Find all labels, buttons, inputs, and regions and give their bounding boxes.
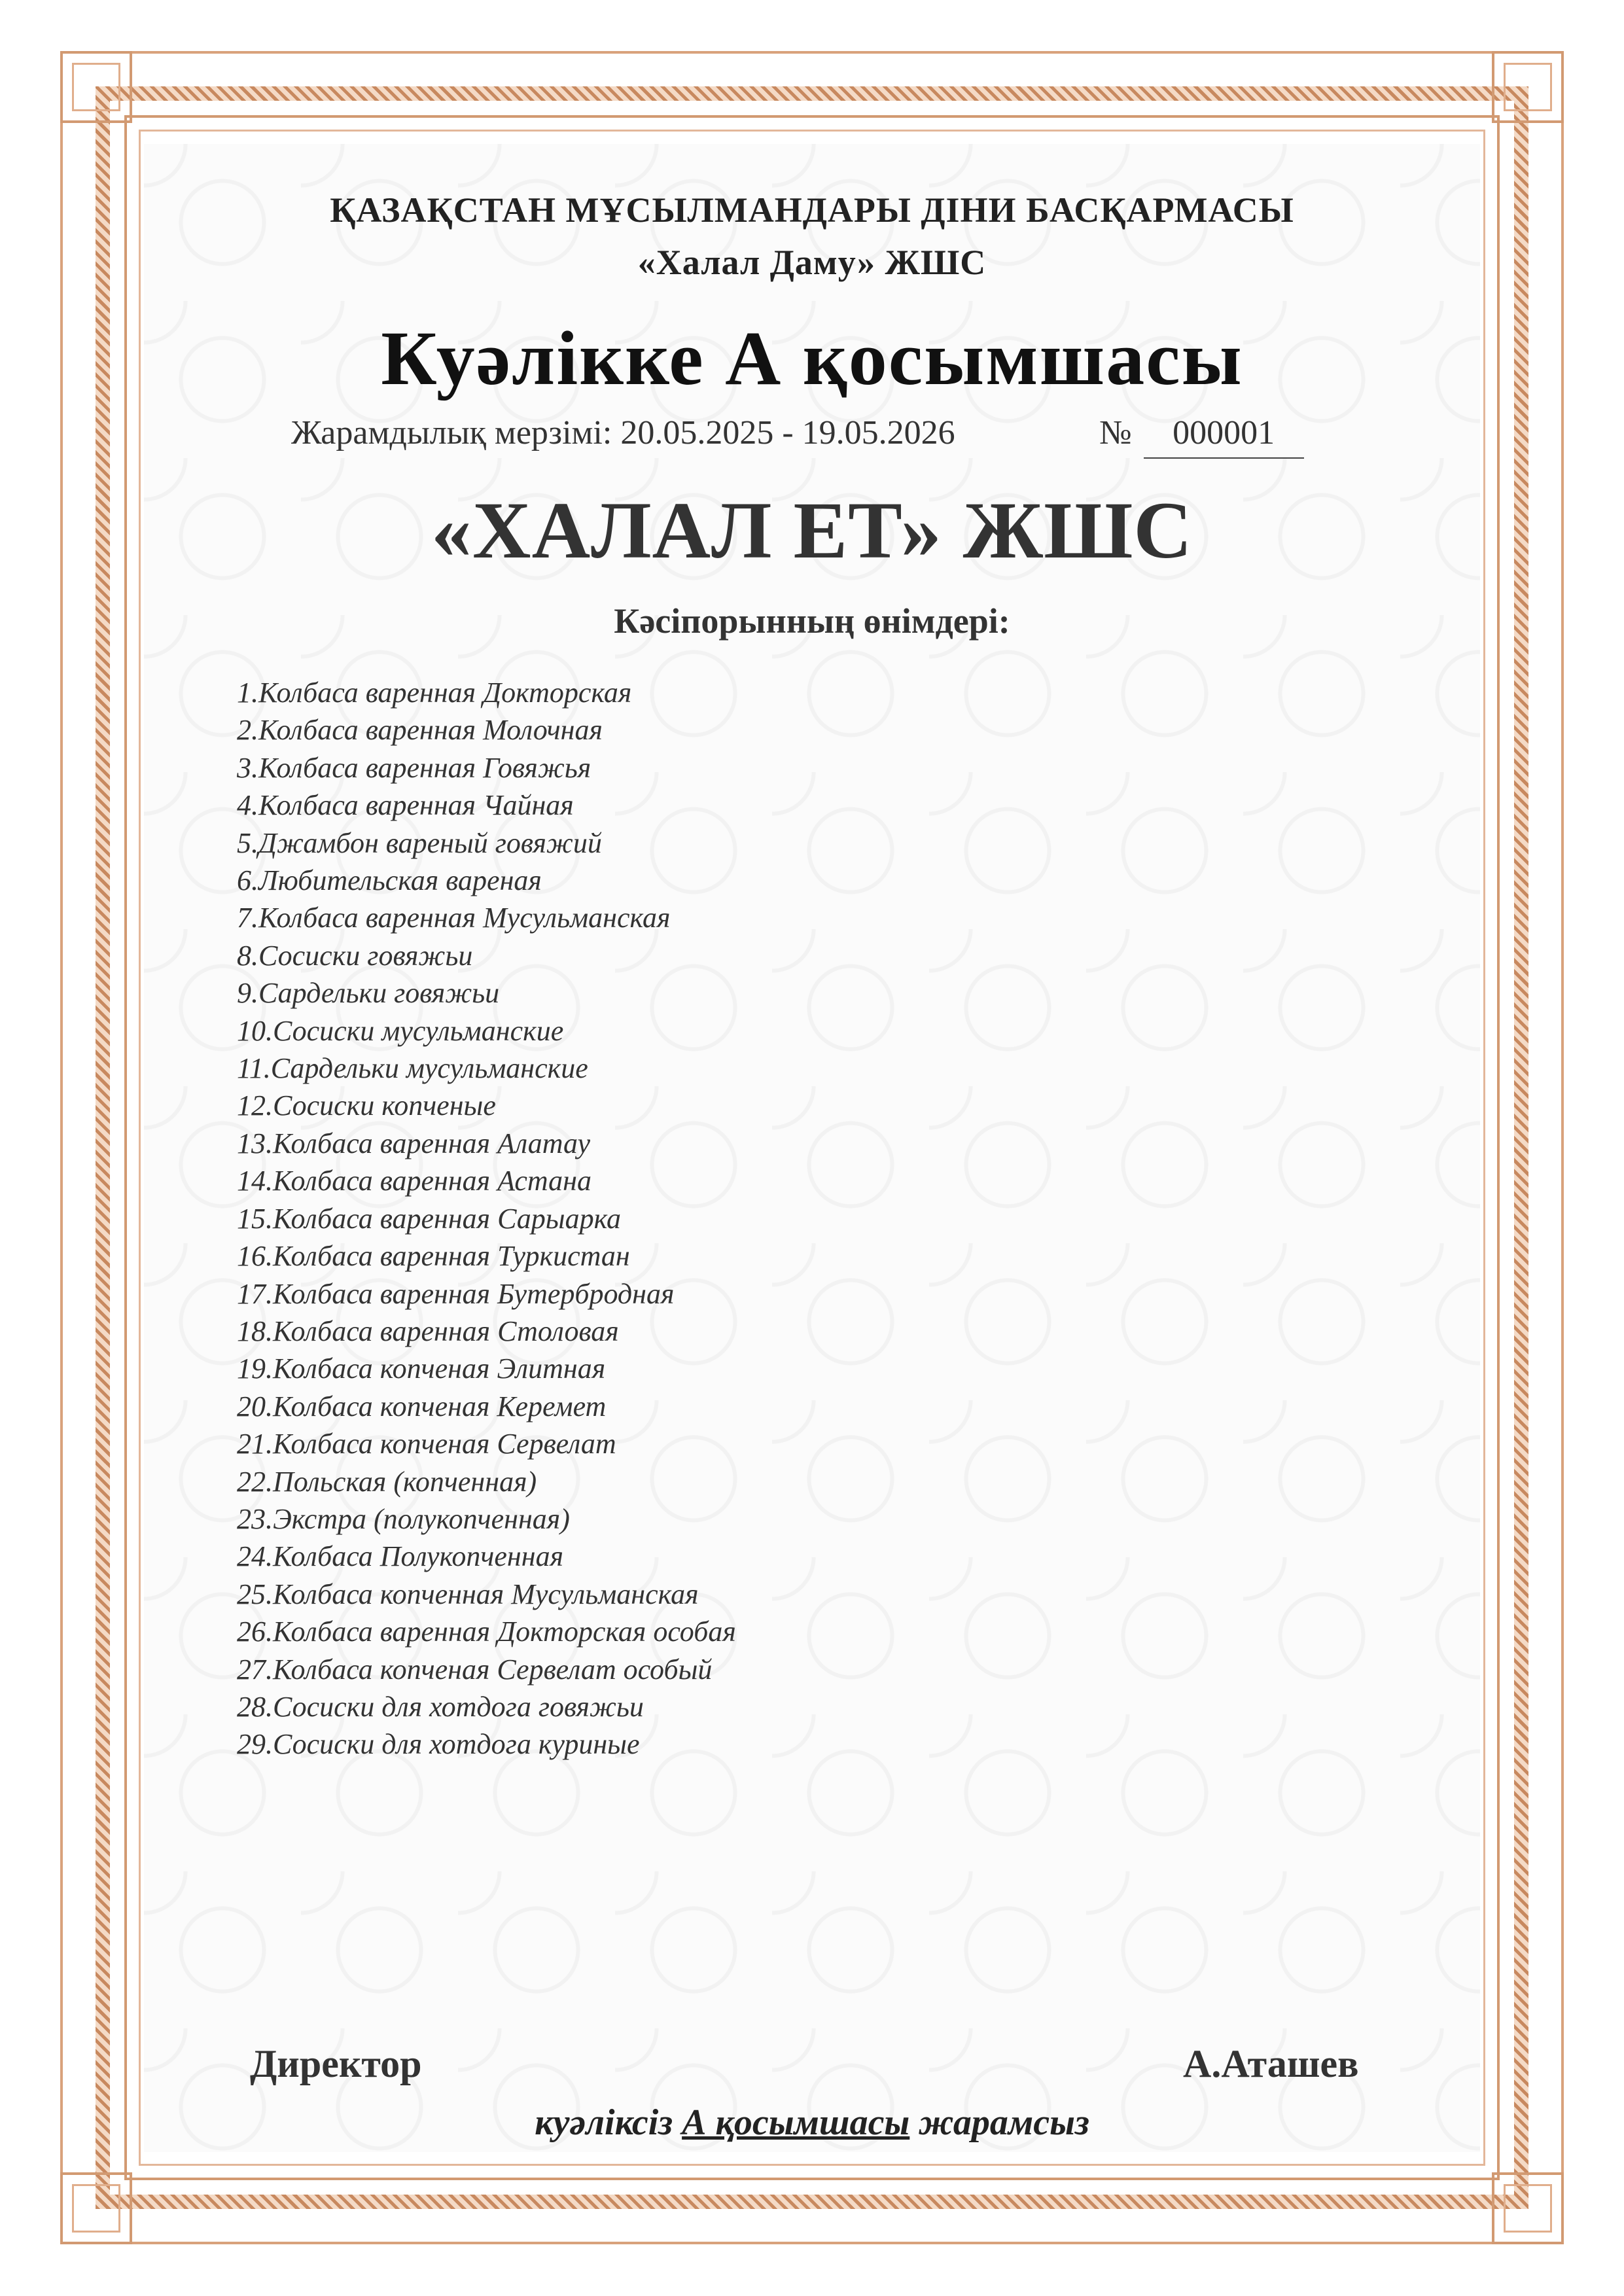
issuer-organization: ҚАЗАҚСТАН МҰСЫЛМАНДАРЫ ДІНИ БАСҚАРМАСЫ — [330, 190, 1294, 230]
footer-note — [0, 2102, 1624, 2144]
certificate-number — [1099, 414, 1304, 459]
document-title: Куәлікке А қосымшасы — [381, 315, 1243, 401]
list-item: 23.Экстра (полукопченная) — [237, 1502, 570, 1535]
list-item: 21.Колбаса копченая Сервелат — [237, 1428, 616, 1460]
list-item: 11.Сардельки мусульманские — [237, 1052, 588, 1085]
director-name: А.Аташев — [1183, 2042, 1359, 2085]
number-value: 000001 — [1144, 414, 1304, 459]
list-item: 14.Колбаса варенная Астана — [237, 1165, 592, 1197]
list-item: 20.Колбаса копченая Керемет — [237, 1390, 607, 1422]
list-item: 16.Колбаса варенная Туркистан — [237, 1240, 630, 1273]
list-item: 3.Колбаса варенная Говяжья — [237, 751, 591, 784]
list-item: 6.Любительская вареная — [237, 864, 542, 897]
list-item: 8.Сосиски говяжьи — [237, 939, 473, 972]
product-list — [237, 674, 736, 1763]
list-item: 9.Сардельки говяжьи — [237, 977, 500, 1010]
list-item: 4.Колбаса варенная Чайная — [237, 789, 574, 822]
footer-note-part1: куәліксіз — [535, 2102, 682, 2143]
list-item: 5.Джамбон вареный говяжий — [237, 826, 602, 859]
list-item: 13.Колбаса варенная Алатау — [237, 1127, 590, 1159]
list-item: 7.Колбаса варенная Мусульманская — [237, 902, 671, 934]
list-item: 28.Сосиски для хотдога говяжьи — [237, 1690, 644, 1723]
list-item: 2.Колбаса варенная Молочная — [237, 714, 603, 747]
footer-note-part3: жарамсыз — [909, 2102, 1089, 2143]
list-item: 15.Колбаса варенная Сарыарка — [237, 1202, 622, 1235]
director-label: Директор — [250, 2042, 422, 2085]
list-item: 22.Польская (копченная) — [237, 1465, 537, 1498]
list-item: 19.Колбаса копченая Элитная — [237, 1352, 606, 1385]
issuer-company: «Халал Даму» ЖШС — [637, 243, 987, 282]
list-item: 17.Колбаса варенная Бутербродная — [237, 1277, 675, 1310]
list-item: 18.Колбаса варенная Столовая — [237, 1315, 619, 1347]
list-item: 24.Колбаса Полукопченная — [237, 1540, 564, 1573]
list-item: 1.Колбаса варенная Докторская — [237, 677, 632, 709]
footer-note-underlined: А қосымшасы — [682, 2102, 910, 2143]
company-name: «ХАЛАЛ ЕТ» ЖШС — [431, 486, 1193, 575]
validity-period: Жарамдылық мерзімі: 20.05.2025 - 19.05.2026 — [291, 414, 955, 451]
list-item: 29.Сосиски для хотдога куриные — [237, 1728, 640, 1761]
list-item: 10.Сосиски мусульманские — [237, 1014, 564, 1047]
number-sign: № — [1099, 414, 1132, 451]
list-item: 25.Колбаса копченная Мусульманская — [237, 1578, 699, 1610]
list-item: 26.Колбаса варенная Докторская особая — [237, 1616, 736, 1648]
list-item: 12.Сосиски копченые — [237, 1089, 496, 1122]
products-heading: Кәсіпорынның өнімдері: — [614, 601, 1010, 641]
list-item: 27.Колбаса копченая Сервелат особый — [237, 1653, 713, 1686]
